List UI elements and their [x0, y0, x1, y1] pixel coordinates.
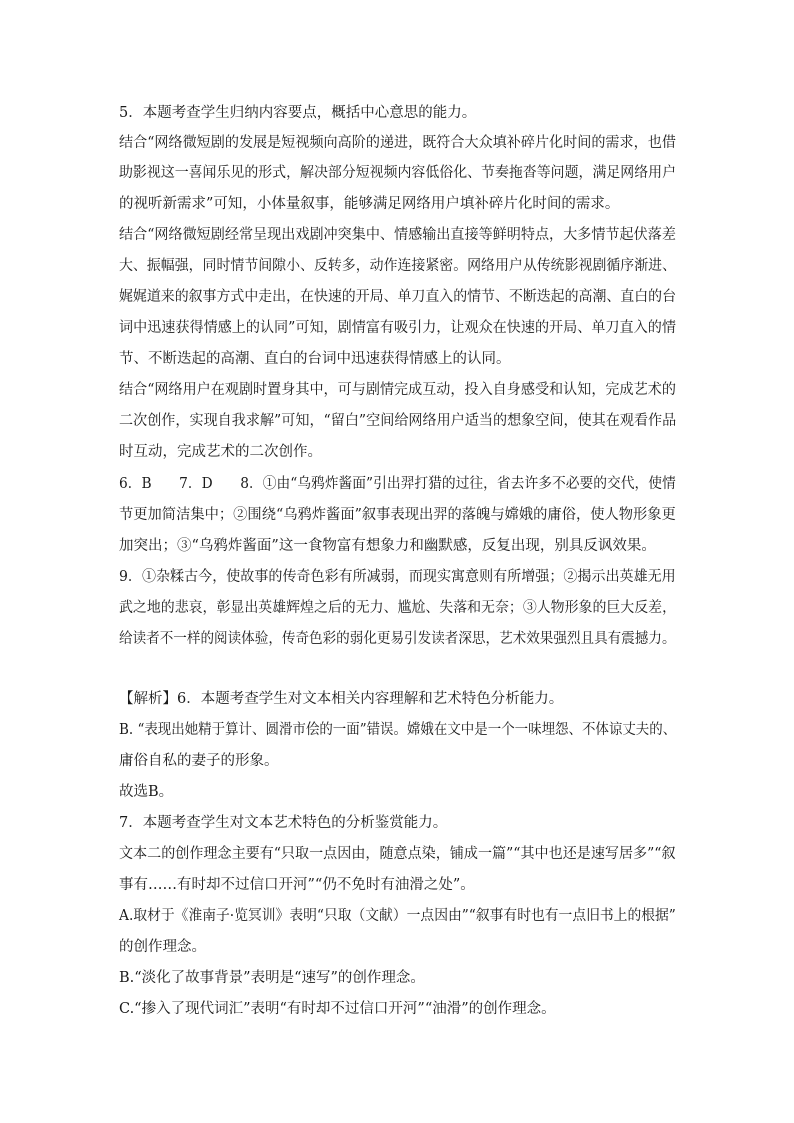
text-line: 事有……有时却不过信口开河”“仍不免时有油滑之处”。	[119, 877, 475, 893]
text-line: 词中迅速获得情感上的认同”可知，剧情富有吸引力，让观众在快速的开局、单刀直入的情	[119, 320, 676, 336]
text-line: 结合“网络微短剧的发展是短视频向高阶的递进，既符合大众填补碎片化时间的需求，也借	[119, 135, 676, 151]
answer-line: 6．B 7．D 8．①由“乌鸦炸酱面”引出羿打猎的过往，省去许多不必要的交代，使情	[119, 476, 676, 492]
text-line: 助影视这一喜闻乐见的形式，解决部分短视频内容低俗化、节奏拖沓等问题，满足网络用户	[119, 165, 676, 181]
text-line: A.取材于《淮南子·览冥训》表明“只取（文献）一点因由”“叙事有时也有一点旧书上的根据”	[119, 908, 676, 924]
text-line: 文本二的创作理念主要有“只取一点因由，随意点染，铺成一篇”“其中也还是速写居多”“叙	[119, 846, 676, 862]
text-line: 娓娓道来的叙事方式中走出，在快速的开局、单刀直入的情节、不断迭起的高潮、直白的台	[119, 289, 676, 305]
text-line: 的创作理念。	[119, 939, 206, 955]
text-line: B.“淡化了故事背景”表明是“速写”的创作理念。	[119, 970, 425, 986]
text-line: 大、振幅强，同时情节间隙小、反转多，动作连接紧密。网络用户从传统影视剧循序渐进、	[119, 258, 676, 274]
text-line: 结合“网络用户在观剧时置身其中，可与剧情完成互动，投入自身感受和认知，完成艺术的	[119, 382, 676, 398]
answer-line: 节更加简洁集中；②围绕“乌鸦炸酱面”叙事表现出羿的落魄与嫦娥的庸俗，使人物形象更	[119, 507, 676, 523]
text-line: 结合“网络微短剧经常呈现出戏剧冲突集中、情感输出直接等鲜明特点，大多情节起伏落差	[119, 227, 676, 243]
text-line: 节、不断迭起的高潮、直白的台词中迅速获得情感上的认同。	[119, 351, 511, 367]
answer-line: 给读者不一样的阅读体验，传奇色彩的弱化更易引发读者深思，艺术效果强烈且具有震撼力。	[119, 631, 676, 647]
text-line: 二次创作，实现自我求解”可知，“留白”空间给网络用户适当的想象空间，使其在观看作品	[119, 413, 677, 429]
text-line: 时互动，完成艺术的二次创作。	[119, 444, 322, 460]
text-line: 故选B。	[119, 784, 174, 800]
text-line: B. “表现出她精于算计、圆滑市侩的一面”错误。嫦娥在文中是一个一味埋怨、不体谅丈夫的、	[119, 722, 677, 738]
text-line: 的视听新需求”可知，小体量叙事，能够满足网络用户填补碎片化时间的需求。	[119, 196, 620, 212]
text-line: C.“掺入了现代词汇”表明“有时却不过信口开河”“油滑”的创作理念。	[119, 1001, 556, 1017]
answer-line: 加突出；③“乌鸦炸酱面”这一食物富有想象力和幽默感，反复出现，别具反讽效果。	[119, 538, 656, 554]
text-line: 5．本题考查学生归纳内容要点，概括中心意思的能力。	[119, 105, 477, 121]
answer-line: 9．①杂糅古今，使故事的传奇色彩有所减弱，而现实寓意则有所增强；②揭示出英雄无用	[119, 569, 676, 585]
answer-line: 武之地的悲哀，彰显出英雄辉煌之后的无力、尴尬、失落和无奈；③人物形象的巨大反差，	[119, 600, 676, 616]
text-line: 7．本题考查学生对文本艺术特色的分析鉴赏能力。	[119, 815, 448, 831]
text-line: 庸俗自私的妻子的形象。	[119, 753, 279, 769]
analysis-heading-line: 【解析】6．本题考查学生对文本相关内容理解和艺术特色分析能力。	[119, 691, 564, 707]
